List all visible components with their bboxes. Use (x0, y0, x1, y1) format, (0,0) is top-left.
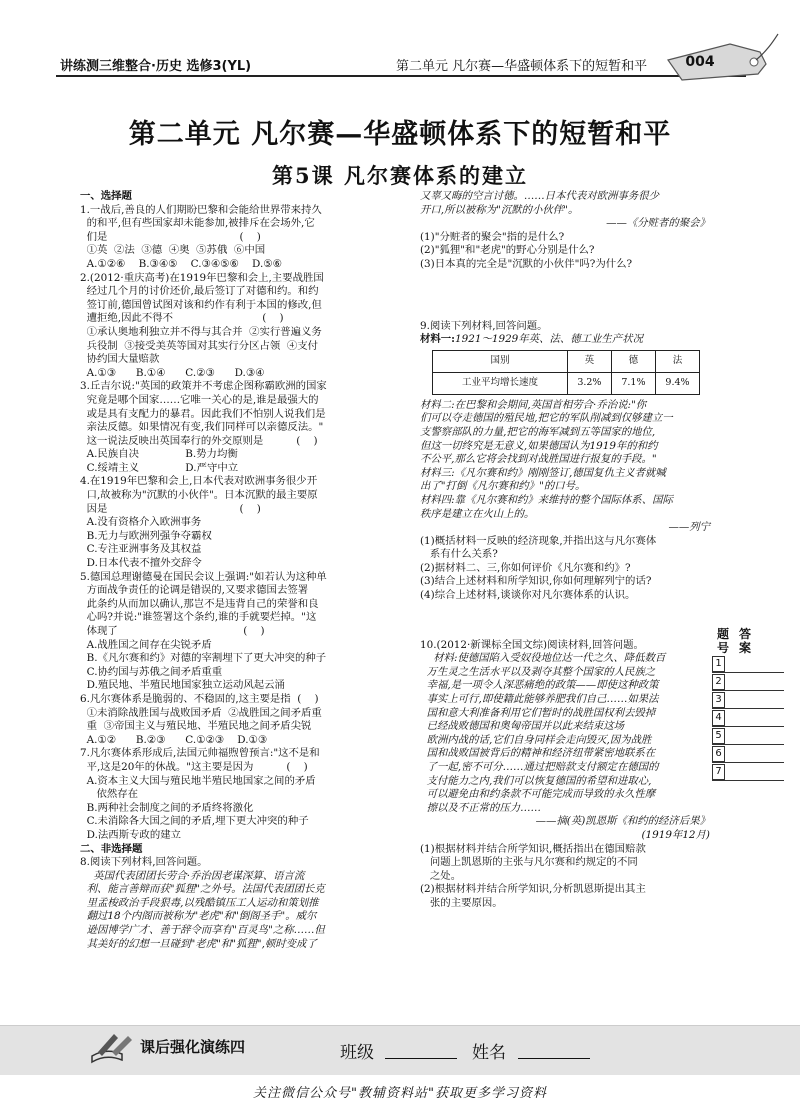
answer-row (712, 746, 784, 763)
question-text: 8.阅读下列材料,回答问题。 (80, 856, 208, 869)
table-header-row (433, 350, 700, 372)
answer-number: 5 (712, 728, 725, 744)
answer-row (712, 656, 784, 673)
answer-cell[interactable] (725, 728, 784, 744)
answer-cell[interactable] (725, 674, 784, 690)
table-cell: 工业平均增长速度 (433, 372, 568, 394)
table-header-cell: 德 (611, 350, 655, 372)
answer-header-number: 题 号 (716, 627, 729, 655)
table-header-cell: 英 (567, 350, 611, 372)
table-cell: 7.1% (611, 372, 655, 394)
answer-row (712, 764, 784, 781)
name-blank[interactable] (518, 1058, 590, 1059)
section-heading: 二、非选择题 (80, 842, 143, 855)
answer-cell[interactable] (725, 764, 784, 780)
class-label: 班级 (340, 1043, 374, 1063)
answer-cell[interactable] (725, 710, 784, 726)
class-blank[interactable] (385, 1058, 457, 1059)
answer-box (712, 627, 784, 781)
table-header-cell: 法 (655, 350, 699, 372)
answer-header-answer: 答 案 (738, 627, 751, 655)
answer-number: 6 (712, 746, 725, 762)
material-text: 材料:使德国陷入受奴役地位达一代之久、降低数百 万生灵之生活水平以及剥夺其整个国家的人民族之 幸福,是一项令人深恶痛绝的政策——即使这种政策 事实上可行,即使籍此能够养肥我们自己……如果法 国和意大利准备利用它们暂时的战胜国权利去毁掉 已经战败德国和奥匈帝国并以此来结束这场 欧洲内战的话,它们自身同样会走向毁灭,因为战胜 国和战败国被背后的精神和经济纽带紧密地联系在 了一起,密不可分……通过把赔款支付额定在德国的 支付能力之内,我们可以恢复德国的希望和进取心, 可以避免由和约条款不可能完成而导致的永久性摩 擦以及不正常的压力…… (426, 652, 666, 814)
question-text: 4.在1919年巴黎和会上,日本代表对欧洲事务很少开 口,故被称为"沉默的小伙伴"。日本沉默的最主要原 因是 ( ) A.没有资格介入欧洲事务 B.无力与欧洲列强争夺霸权 C.专注亚洲事务及其权益 D.日本代表不擅外交辞令 (80, 475, 318, 570)
question-text: (1)"分赃者的聚会"指的是什么? (2)"狐狸"和"老虎"的野心分别是什么? (3)日本真的完全是"沉默的小伙伴"吗?为什么? (420, 230, 633, 270)
answer-number: 2 (712, 674, 725, 690)
answer-row (712, 710, 784, 727)
q8-continuation (420, 190, 710, 272)
q9-materials (420, 399, 710, 603)
answer-number: 1 (712, 656, 725, 672)
right-column (420, 190, 710, 911)
answer-number: 7 (712, 764, 725, 780)
material-text: 英国代表团团长劳合·乔治因老谋深算、语言流 利、能言善辩而获"狐狸"之外号。法国代表团团长克 里孟梭政治手段狠毒,以残酷镇压工人运动和策划推 翻过18个内阁而被称为"老虎"和"倒阁圣手"。威尔 逊因博学广才、善于辞令而享有"百灵鸟"之称……但 其美好的幻想一旦碰到"老虎"和"狐狸",顿时变成了 (86, 869, 325, 950)
q9-intro: 9.阅读下列材料,回答问题。 (420, 319, 548, 332)
book-pen-icon (88, 1030, 138, 1064)
question-text: 7.凡尔赛体系形成后,法国元帅福煦曾预言:"这不是和 平,这是20年的休战。"这主要是因为 ( ) A.资本主义大国与殖民地半殖民地国家之间的矛盾 依然存在 B.两种社会制度之间的矛盾终将激化 C.未消除各大国之间的矛盾,埋下更大冲突的种子 D.法西斯专政的建立 (80, 747, 320, 841)
header-book-title: 讲练测三维整合·历史 选修3(YL) (60, 59, 252, 74)
header-rule (56, 75, 746, 77)
question-9 (420, 320, 710, 603)
q9-material1-label: 材料一: (420, 333, 456, 346)
table-header-cell: 国别 (433, 350, 568, 372)
q9-material1-text: 1921～1929年英、法、德工业生产状况 (455, 333, 643, 346)
answer-cell[interactable] (725, 692, 784, 708)
left-column (80, 190, 410, 951)
unit-title: 第二单元 凡尔赛—华盛顿体系下的短暂和平 (128, 119, 672, 150)
question-text: 6.凡尔赛体系是脆弱的、不稳固的,这主要是指 ( ) ①未消除战胜国与战败国矛盾 ②战胜国之间矛盾重 重 ③帝国主义与殖民地、半殖民地之间矛盾尖锐 A.①② B.②③ C.①②③ D.①③ (80, 692, 322, 746)
material-source: ——《分赃者的聚会》 (606, 217, 710, 230)
material-source: ——列宁 (668, 521, 710, 534)
material-source: ——摘(英)凯恩斯《和约的经济后果》 (1919年12月) (535, 815, 710, 841)
question-10 (420, 639, 710, 911)
question-text: 5.德国总理谢德曼在国民会议上强调:"如若认为这种单 方面战争责任的论调是错误的,又要求德国去签署 此条约从而加以确认,那岂不是违背自己的荣誉和良 心吗?并说:"谁签署这个条约,谁的手就要烂掉。"这 体现了 ( ) A.战胜国之间存在尖锐矛盾 B.《凡尔赛和约》对德的宰割埋下了更大冲突的种子 C.协约国与苏俄之间矛盾重重 D.殖民地、半殖民地国家独立运动风起云涌 (80, 570, 327, 692)
question-text: 2.(2012·重庆高考)在1919年巴黎和会上,主要战胜国 经过几个月的讨价还价,最后签订了对德和约。和约 签订前,德国曾试图对该和约作有利于本国的修改,但 遭拒绝,因此不得不 ( ) ①承认奥地利独立并不得与其合并 ②实行普遍义务 兵役制 ③接受美英等国对其实行分区占领 ④支付 协约国大量赔款 A.①③ B.①④ C.②③ D.③④ (80, 271, 324, 379)
table-cell: 3.2% (567, 372, 611, 394)
section-heading: 一、选择题 (80, 190, 132, 202)
question-text: (1)根据材料并结合所学知识,概括指出在德国赔款 问题上凯恩斯的主张与凡尔赛和约规定的不同 之处。 (2)根据材料并结合所学知识,分析凯恩斯提出其主 张的主要原因。 (420, 842, 646, 909)
answer-cell[interactable] (725, 746, 784, 762)
answer-number: 4 (712, 710, 725, 726)
material-text: 材料二:在巴黎和会期间,英国首相劳合·乔治说:"你 们可以夺走德国的殖民地,把它的军队削减到仅够建立一 支警察部队的力量,把它的海军减到五等国家的地位, 但这一切终究是无意义,如果德国认为1919年的和约 不公平,那么它将会找到对战胜国进行报复的手段。" 材料三:《凡尔赛和约》刚刚签订,德国复仇主义者就喊 出了"打倒《凡尔赛和约》"的口号。 材料四:靠《凡尔赛和约》来维持的整个国际体系、国际 秩序是建立在火山上的。 (420, 398, 673, 520)
answer-row (712, 728, 784, 745)
industry-growth-table (432, 350, 700, 395)
answer-row (712, 674, 784, 691)
answer-cell[interactable] (725, 656, 784, 672)
footer-title: 课后强化演练四 (140, 1038, 246, 1056)
header-unit-title: 第二单元 凡尔赛—华盛顿体系下的短暂和平 (396, 59, 648, 74)
table-cell: 9.4% (655, 372, 699, 394)
answer-row (712, 692, 784, 709)
page-header (0, 0, 800, 78)
name-label: 姓名 (472, 1043, 506, 1063)
table-row (433, 372, 700, 394)
answer-number: 3 (712, 692, 725, 708)
bottom-note: 关注微信公众号"教辅资料站"获取更多学习资料 (253, 1086, 547, 1101)
question-text: 1.一战后,善良的人们期盼巴黎和会能给世界带来持久 的和平,但有些国家却未能参加,被排斥在会场外,它 们是 ( ) ①英 ②法 ③德 ④奥 ⑤苏俄 ⑥中国 A.①②⑥ B.③④⑤ C.③④⑤⑥ D.⑤⑥ (80, 203, 322, 270)
lesson-title: 第5课 凡尔赛体系的建立 (272, 163, 528, 188)
page-number: 004 (685, 54, 715, 70)
material-text: 又辜又晦的空言讨德。……日本代表对欧洲事务很少 开口,所以被称为"沉默的小伙伴"。 (420, 190, 659, 216)
question-text: 10.(2012·新课标全国文综)阅读材料,回答问题。 (420, 638, 644, 651)
question-text: (1)概括材料一反映的经济现象,并指出这与凡尔赛体 系有什么关系? (2)据材料二、三,你如何评价《凡尔赛和约》? (3)结合上述材料和所学知识,你如何理解列宁的话? (4)综合上述材料,谈谈你对凡尔赛体系的认识。 (420, 534, 657, 602)
question-text: 3.丘吉尔说:"英国的政策并不考虑企图称霸欧洲的国家 究竟是哪个国家……它唯一关心的是,谁是最强大的 或是具有支配力的暴君。因此我们不怕别人说我们是 亲法反德。如果情况有变,我们同样可以亲德反法。" 这一说法反映出英国奉行的外交原则是 ( ) A.民族自决 B.势力均衡 C.绥靖主义 D.严守中立 (80, 380, 327, 474)
